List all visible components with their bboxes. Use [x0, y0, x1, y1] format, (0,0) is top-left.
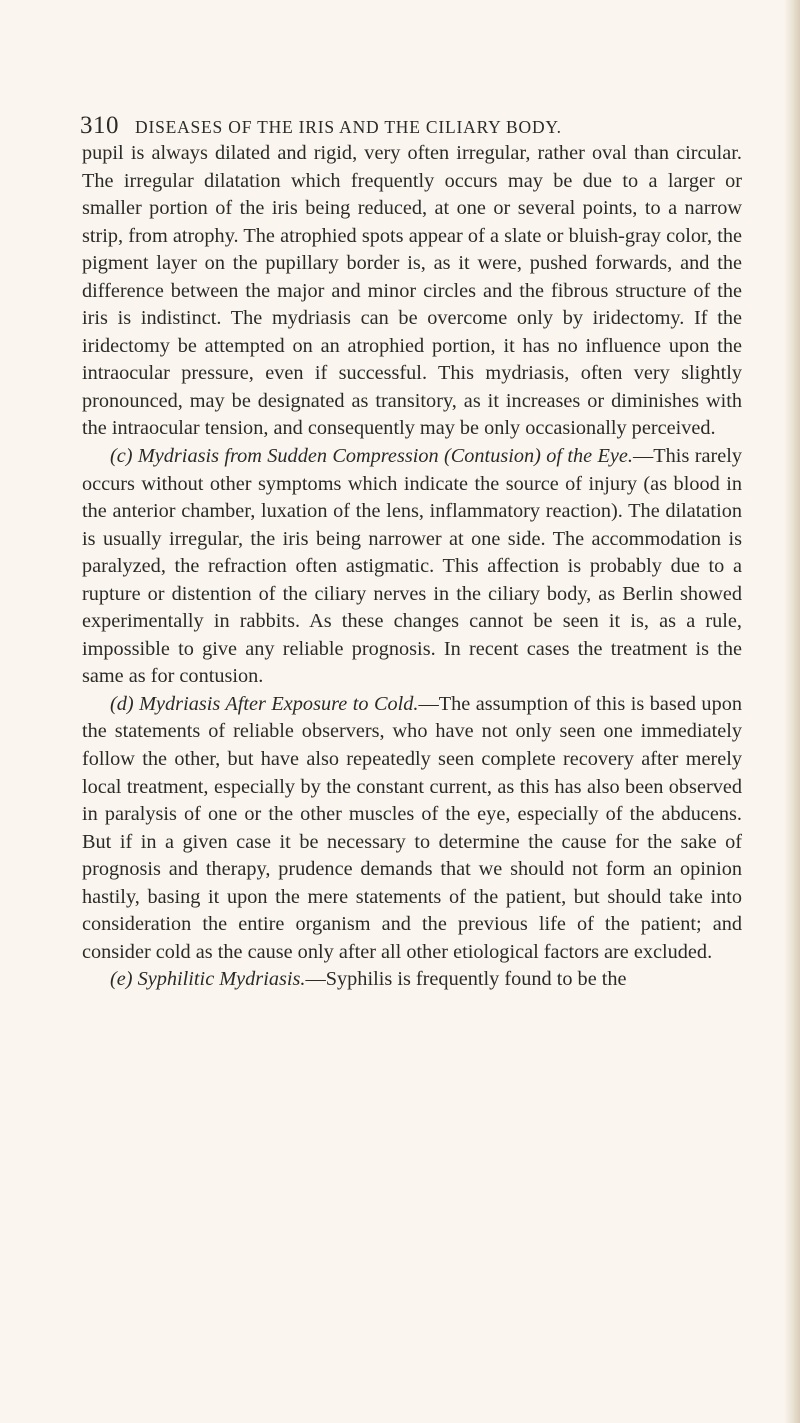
section-title: Syphilitic Mydriasis. [137, 968, 306, 991]
paragraph-d [82, 691, 742, 966]
running-header [80, 112, 700, 140]
paragraph-1 [82, 140, 742, 443]
section-marker: (d) [110, 692, 134, 715]
section-title: Mydriasis After Exposure to Cold. [139, 692, 419, 715]
section-marker: (c) [110, 445, 133, 468]
page-edge-shadow [784, 0, 800, 1423]
paragraph-e [82, 966, 742, 994]
paragraph-text: —The assumption of this is based upon the statements of reliable observers, who have not only seen one immediately follow the other, but have also repeatedly seen complete recovery after merely local treatment, especially by the constant current, as this has also been observed in paralysis of one or the other muscles of the eye, especially of the abducens. But if in a given case it be necessary to determine the cause for the sake of prognosis and therapy, prudence demands that we should not form an opinion hastily, basing it upon the mere statements of the patient, but should take into consideration the entire organism and the previous life of the patient; and consider cold as the cause only after all other etiological factors are excluded. [82, 692, 742, 963]
running-title: DISEASES OF THE IRIS AND THE CILIARY BODY. [135, 117, 562, 137]
page-number: 310 [80, 112, 119, 139]
section-title: Mydriasis from Sudden Compression (Contusion) of the Eye. [137, 445, 633, 468]
paragraph-text: pupil is always dilated and rigid, very often irregular, rather oval than circular. The irregular dilatation which frequently occurs may be due to a larger or smaller portion of the iris being reduced, at one or several points, to a narrow strip, from atrophy. The atrophied spots appear of a slate or bluish-gray color, the pigment layer on the pupillary border is, as it were, pushed forwards, and the difference between the major and minor circles and the fibrous structure of the iris is indistinct. The mydriasis can be overcome only by iridectomy. If the iridectomy be attempted on an atrophied portion, it has no influence upon the intraocular pressure, even if successful. This mydriasis, often very slightly pronounced, may be designated as transitory, as it increases or diminishes with the intraocular tension, and consequently may be only occasionally perceived. [82, 142, 742, 440]
section-marker: (e) [110, 968, 133, 991]
paragraph-text: —This rarely occurs without other symptoms which indicate the source of injury (as blood in the anterior chamber, luxation of the lens, inflammatory reaction). The dilatation is usually irregular, the iris being narrower at one side. The accommodation is paralyzed, the refraction often astigmatic. This affection is probably due to a rupture or distention of the ciliary nerves in the ciliary body, as Berlin showed experimentally in rabbits. As these changes cannot be seen it is, as a rule, impossible to give any reliable prognosis. In recent cases the treatment is the same as for contusion. [82, 445, 742, 688]
paragraph-text: —Syphilis is frequently found to be the [305, 968, 627, 991]
paragraph-c [82, 443, 742, 691]
body-text [82, 140, 742, 994]
